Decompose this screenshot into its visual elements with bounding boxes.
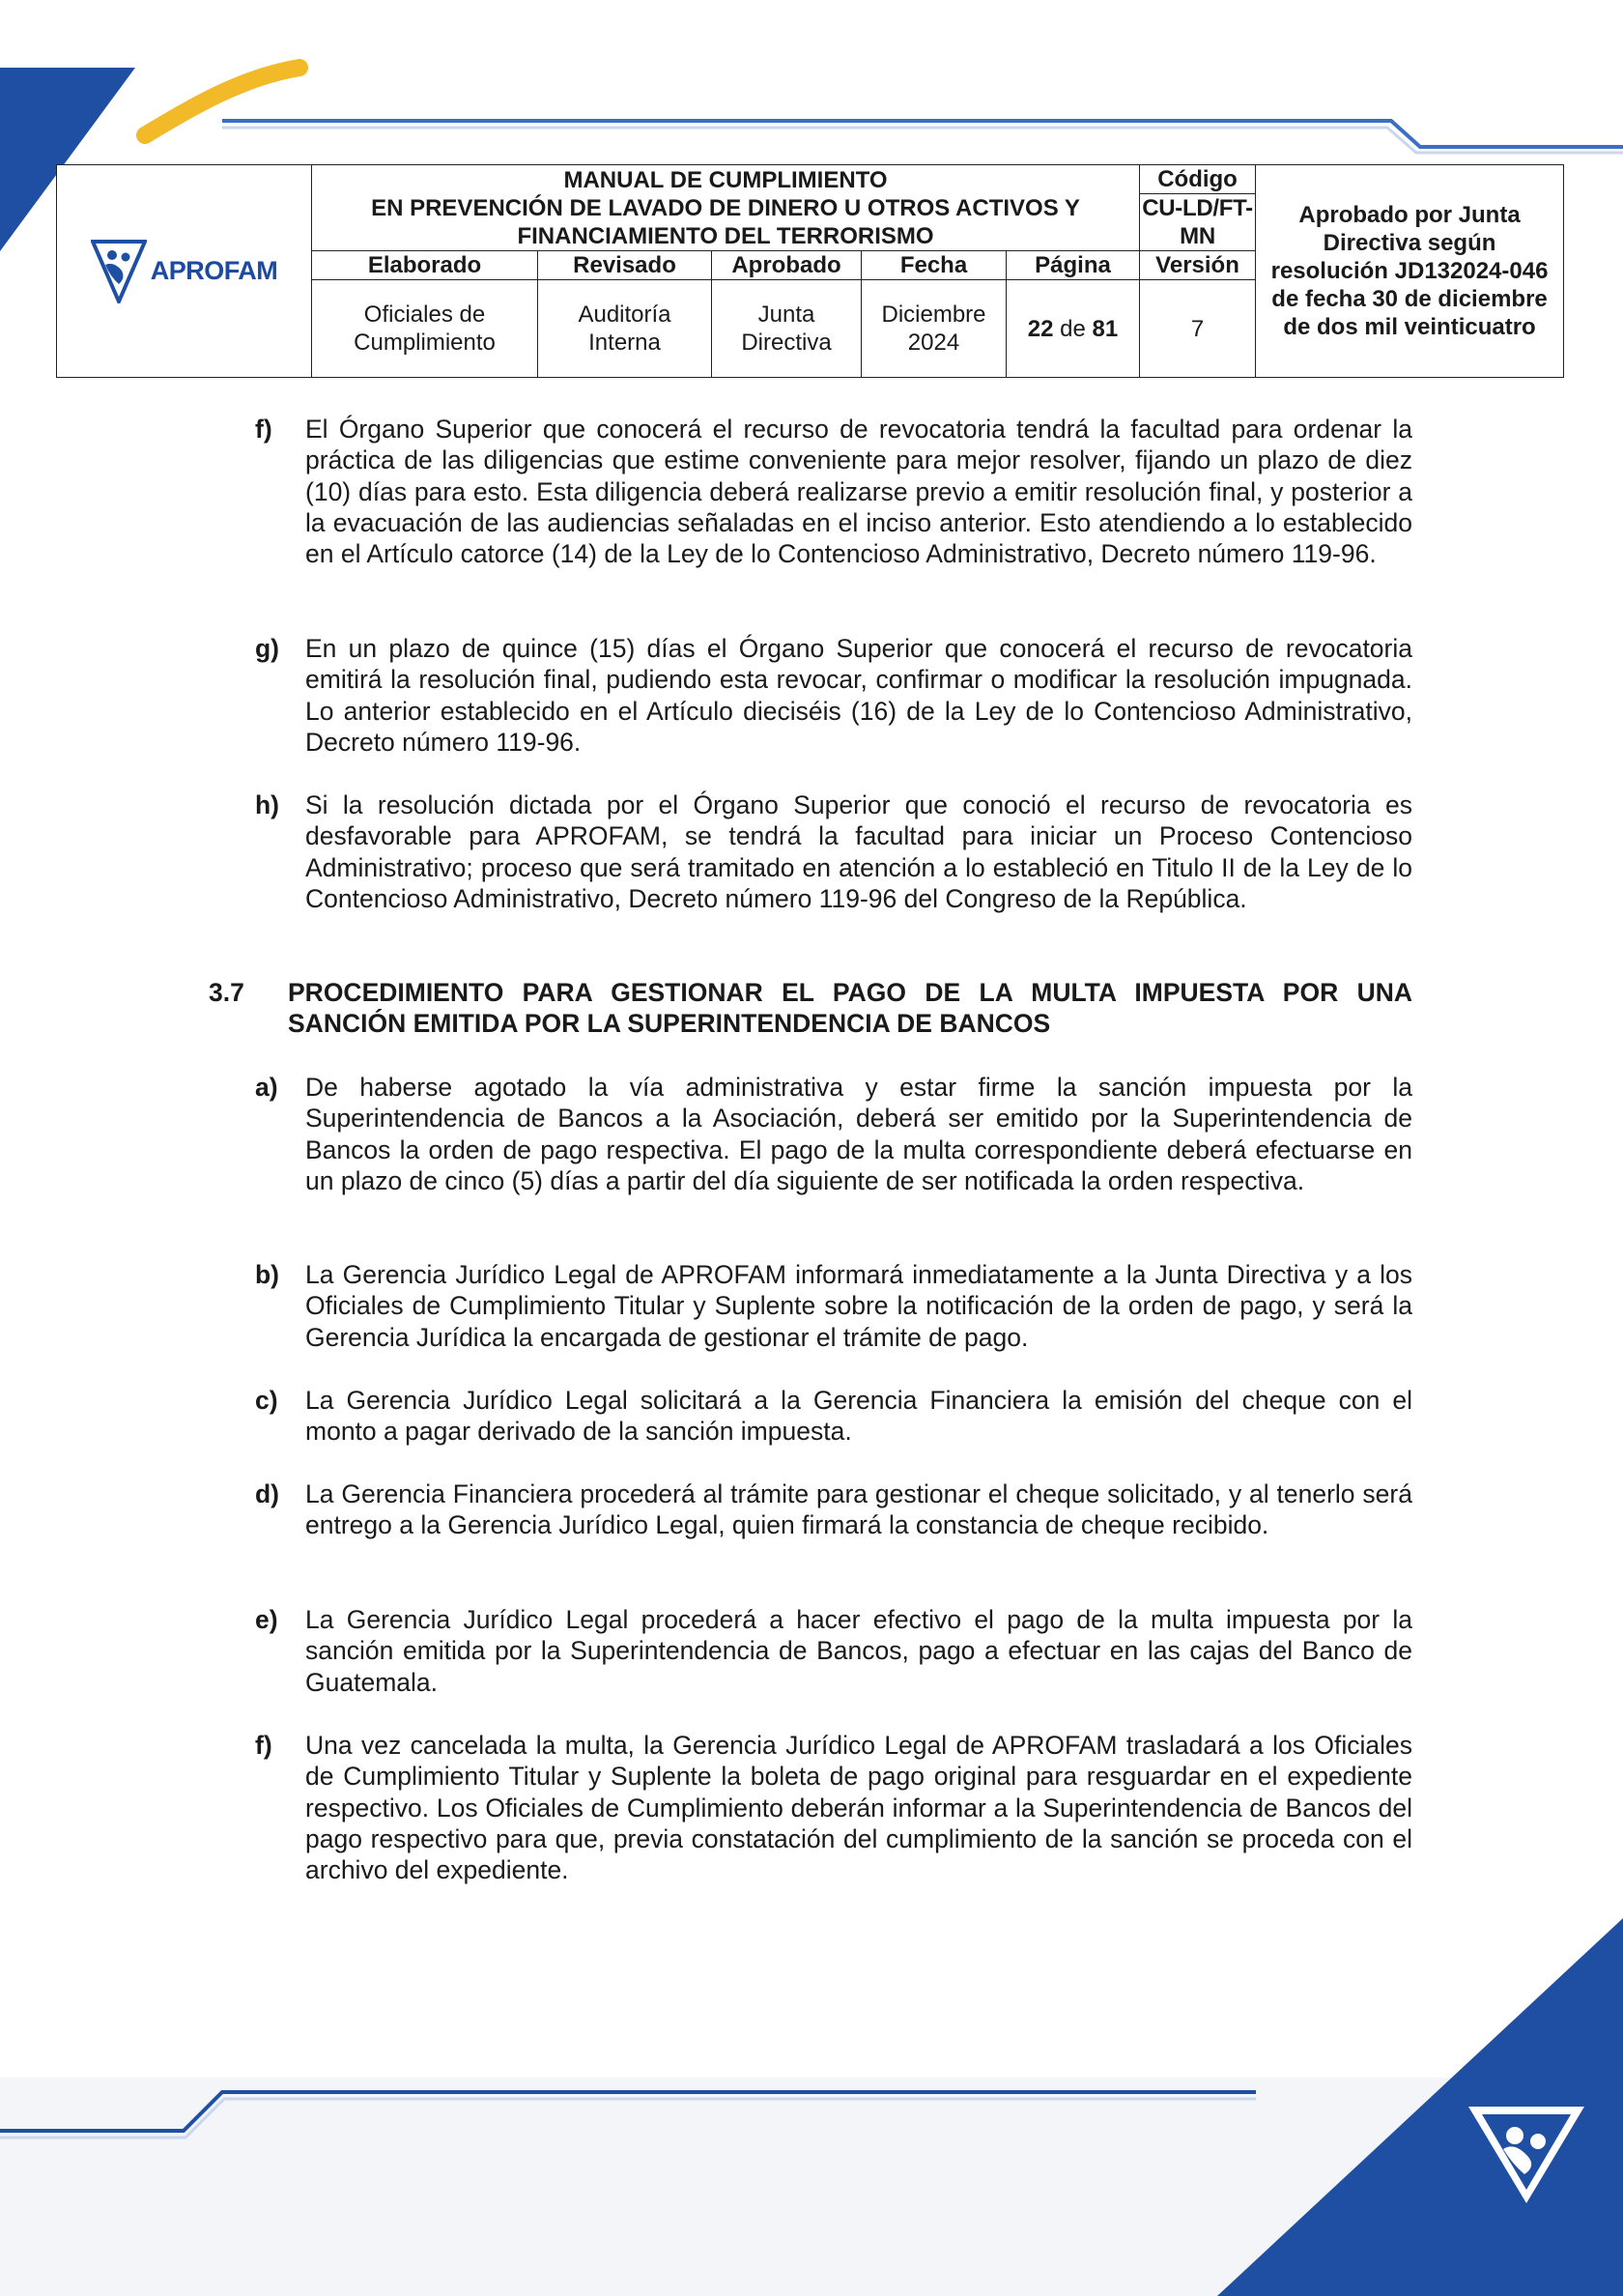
list-marker: e) [255, 1605, 278, 1634]
aprobado-line-2: Directiva [741, 330, 832, 356]
col-aprobado: Aprobado [712, 251, 862, 280]
list-item-b [255, 1259, 1412, 1353]
elaborado-line-1: Oficiales de [363, 301, 486, 328]
elaborado-line-2: Cumplimiento [354, 330, 496, 356]
list-marker: c) [255, 1386, 278, 1415]
list-item-a [255, 1072, 1412, 1196]
list-item-prev-h [255, 789, 1412, 914]
list-marker: a) [255, 1073, 278, 1102]
bottom-right-blue-wedge [1217, 1918, 1623, 2296]
value-fecha [862, 280, 1007, 378]
list-item-d [255, 1478, 1412, 1541]
aprofam-logo-icon [91, 240, 147, 303]
page-current: 22 [1027, 315, 1054, 342]
approval-line-2: Directiva según [1323, 230, 1496, 256]
fecha-line-2: 2024 [907, 330, 960, 356]
col-fecha: Fecha [862, 251, 1007, 280]
aprobado-line-1: Junta [757, 301, 815, 328]
approval-line-3: resolución JD132024-046 [1270, 258, 1549, 284]
value-revisado [538, 280, 712, 378]
list-item-text: La Gerencia Jurídico Legal solicitará a la Gerencia Financiera la emisión del cheque con el monto a pagar derivado de la sanción impuesta. [305, 1386, 1412, 1447]
list-item-text: La Gerencia Financiera procederá al trámite para gestionar el cheque solicitado, y al tenerlo será entrego a la Gerencia Jurídico Legal, quien firmará la constancia de cheque recibido. [305, 1479, 1412, 1540]
approval-line-4: de fecha 30 de diciembre [1271, 286, 1548, 312]
list-item-text: Una vez cancelada la multa, la Gerencia Jurídico Legal de APROFAM trasladará a los Oficiales de Cumplimiento Titular y Suplente la boleta de pago original para resguardar en el expediente respectivo. Los Oficiales de Cumplimiento deberán informar a la Superintendencia de Bancos del pago respectivo para que, previa constatación del cumplimiento de la sanción se proceda con el archivo del expediente. [305, 1731, 1412, 1885]
code-label: Código [1140, 165, 1256, 194]
page-total: 81 [1092, 315, 1119, 342]
revisado-line-1: Auditoría [578, 301, 671, 328]
list-marker: f) [255, 1731, 272, 1760]
list-item-f [255, 1730, 1412, 1885]
title-line-3: FINANCIAMIENTO DEL TERRORISMO [517, 222, 934, 249]
value-elaborado [312, 280, 538, 378]
list-item-prev-g [255, 633, 1412, 758]
document-title [312, 165, 1140, 251]
section-number: 3.7 [209, 978, 244, 1007]
list-item-prev-f [255, 414, 1412, 569]
value-pagina [1007, 280, 1140, 378]
list-item-text: El Órgano Superior que conocerá el recurso de revocatoria tendrá la facultad para ordenar la práctica de las diligencias que estime conveniente para mejor resolver, fijando un plazo de diez (10) días para esto. Esta diligencia deberá realizarse previo a emitir resolución final, y posterior a la evacuación de las audiencias señaladas en el inciso anterior. Esto atendiendo a lo establecido en el Artículo catorce (14) de la Ley de lo Contencioso Administrativo, Decreto número 119-96. [305, 415, 1412, 569]
list-item-text: La Gerencia Jurídico Legal procederá a hacer efectivo el pago de la multa impuesta por la sanción emitida por la Superintendencia de Bancos, pago a efectuar en las cajas del Banco de Guatemala. [305, 1605, 1412, 1697]
bottom-line [0, 2092, 1256, 2131]
title-line-1: MANUAL DE CUMPLIMIENTO [563, 166, 888, 193]
list-marker: b) [255, 1260, 280, 1289]
logo-cell [57, 165, 312, 378]
revisado-line-2: Interna [588, 330, 661, 356]
list-marker: g) [255, 634, 280, 663]
value-version: 7 [1140, 280, 1256, 378]
col-version: Versión [1140, 251, 1256, 280]
list-item-text: La Gerencia Jurídico Legal de APROFAM informará inmediatamente a la Junta Directiva y a los Oficiales de Cumplimiento Titular y Suplente sobre la notificación de la orden de pago, y será la Gerencia Jurídica la encargada de gestionar el trámite de pago. [305, 1260, 1412, 1352]
col-revisado: Revisado [538, 251, 712, 280]
list-marker: h) [255, 790, 280, 819]
list-item-text: De haberse agotado la vía administrativa y estar firme la sanción impuesta por la Superintendencia de Bancos a la Asociación, deberá ser emitido por la Superintendencia de Bancos la orden de pago respectiva. El pago de la multa correspondiente deberá efectuarse en un plazo de cinco (5) días a partir del día siguiente de ser notificada la orden respectiva. [305, 1073, 1412, 1195]
section-heading [209, 977, 1412, 1040]
bottom-right-yellow-band [1324, 1933, 1623, 2296]
bottom-logo-mark [1468, 2107, 1584, 2203]
approval-line-1: Aprobado por Junta [1298, 202, 1521, 228]
bottom-fade [0, 2078, 1623, 2296]
top-header-line-shadow [222, 128, 1623, 153]
col-pagina: Página [1007, 251, 1140, 280]
list-item-e [255, 1604, 1412, 1698]
top-yellow-swoosh [145, 68, 299, 135]
bottom-line-shadow [0, 2099, 1256, 2138]
list-item-text: En un plazo de quince (15) días el Órgano Superior que conocerá el recurso de revocatoria emitirá la resolución final, pudiendo esta revocar, confirmar o modificar la resolución impugnada. Lo anterior establecido en el Artículo dieciséis (16) de la Ley de lo Contencioso Administrativo, Decreto número 119-96. [305, 634, 1412, 757]
code-value: CU-LD/FT-MN [1140, 194, 1256, 251]
top-header-line [222, 121, 1623, 147]
fecha-line-1: Diciembre [881, 301, 986, 328]
section-title: PROCEDIMIENTO PARA GESTIONAR EL PAGO DE LA MULTA IMPUESTA POR UNA SANCIÓN EMITIDA POR LA SUPERINTENDENCIA DE BANCOS [288, 978, 1412, 1039]
list-marker: f) [255, 415, 272, 444]
title-line-2: EN PREVENCIÓN DE LAVADO DE DINERO U OTROS ACTIVOS Y [371, 194, 1080, 221]
approval-line-5: de dos mil veinticuatro [1283, 314, 1536, 340]
list-item-text: Si la resolución dictada por el Órgano Superior que conoció el recurso de revocatoria es desfavorable para APROFAM, se tendrá la facultad para iniciar un Proceso Contencioso Administrativo; proceso que será tramitado en atención a lo estableció en Titulo II de la Ley de lo Contencioso Administrativo, Decreto número 119-96 del Congreso de la República. [305, 790, 1412, 913]
document-header-table [56, 164, 1564, 378]
col-elaborado: Elaborado [312, 251, 538, 280]
list-marker: d) [255, 1479, 280, 1508]
value-aprobado [712, 280, 862, 378]
page-separator: de [1060, 315, 1086, 342]
logo-wordmark: APROFAM [150, 256, 278, 285]
approval-note [1256, 165, 1564, 378]
list-item-c [255, 1385, 1412, 1448]
